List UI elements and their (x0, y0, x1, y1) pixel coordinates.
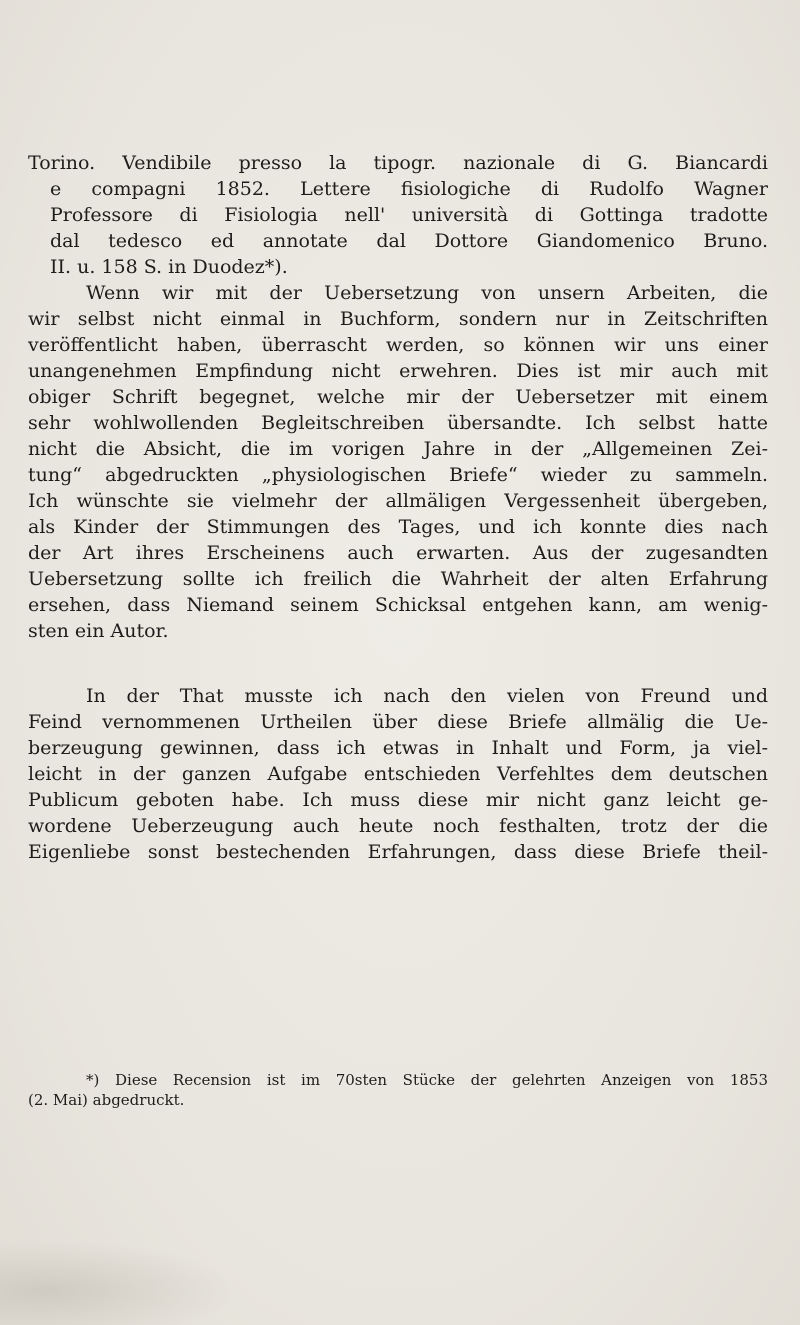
text-line: der Art ihres Erscheinens auch erwarten. Aus der zugesandten (28, 542, 768, 564)
text-line: Wenn wir mit der Uebersetzung von unsern Arbeiten, die (86, 282, 768, 304)
text-line: als Kinder der Stimmungen des Tages, und ich konnte dies nach (28, 516, 768, 538)
paragraph-2 (28, 683, 768, 865)
text-line: nicht die Absicht, die im vorigen Jahre in der „Allgemeinen Zei- (28, 438, 768, 460)
text-line: Ich wünschte sie vielmehr der allmäligen Vergessenheit übergeben, (28, 490, 768, 512)
text-line: sten ein Autor. (28, 620, 169, 642)
imprint-line: Torino. Vendibile presso la tipogr. nazionale di G. Biancardi (28, 152, 768, 174)
imprint-line: Professore di Fisiologia nell' università di Gottinga tradotte (50, 204, 768, 226)
text-line: sehr wohlwollenden Begleitschreiben übersandte. Ich selbst hatte (28, 412, 768, 434)
footnote-line: (2. Mai) abgedruckt. (28, 1091, 185, 1109)
imprint-line: II. u. 158 S. in Duodez*). (50, 256, 288, 278)
text-line: leicht in der ganzen Aufgabe entschieden Verfehltes dem deutschen (28, 763, 768, 785)
imprint-line: dal tedesco ed annotate dal Dottore Giandomenico Bruno. (50, 230, 768, 252)
text-line: unangenehmen Empfindung nicht erwehren. Dies ist mir auch mit (28, 360, 768, 382)
footnote (28, 1070, 768, 1110)
text-line: Feind vernommenen Urtheilen über diese Briefe allmälig die Ue- (28, 711, 768, 733)
text-line: Eigenliebe sonst bestechenden Erfahrungen, dass diese Briefe theil- (28, 841, 768, 863)
text-line: ersehen, dass Niemand seinem Schicksal entgehen kann, am wenig- (28, 594, 768, 616)
paper-stain (0, 1240, 240, 1325)
text-line: veröffentlicht haben, überrascht werden, so können wir uns einer (28, 334, 768, 356)
text-line: Uebersetzung sollte ich freilich die Wahrheit der alten Erfahrung (28, 568, 768, 590)
imprint-line: e compagni 1852. Lettere fisiologiche di Rudolfo Wagner (50, 178, 768, 200)
text-line: tung“ abgedruckten „physiologischen Briefe“ wieder zu sammeln. (28, 464, 768, 486)
text-line: wir selbst nicht einmal in Buchform, sondern nur in Zeitschriften (28, 308, 768, 330)
text-line: wordene Ueberzeugung auch heute noch festhalten, trotz der die (28, 815, 768, 837)
text-line: In der That musste ich nach den vielen von Freund und (86, 685, 768, 707)
footnote-line: *) Diese Recension ist im 70sten Stücke der gelehrten Anzeigen von 1853 (86, 1071, 768, 1089)
text-line: berzeugung gewinnen, dass ich etwas in Inhalt und Form, ja viel- (28, 737, 768, 759)
bibliographic-imprint (28, 150, 768, 280)
paragraph-1 (28, 280, 768, 644)
text-line: obiger Schrift begegnet, welche mir der Uebersetzer mit einem (28, 386, 768, 408)
text-line: Publicum geboten habe. Ich muss diese mir nicht ganz leicht ge- (28, 789, 768, 811)
